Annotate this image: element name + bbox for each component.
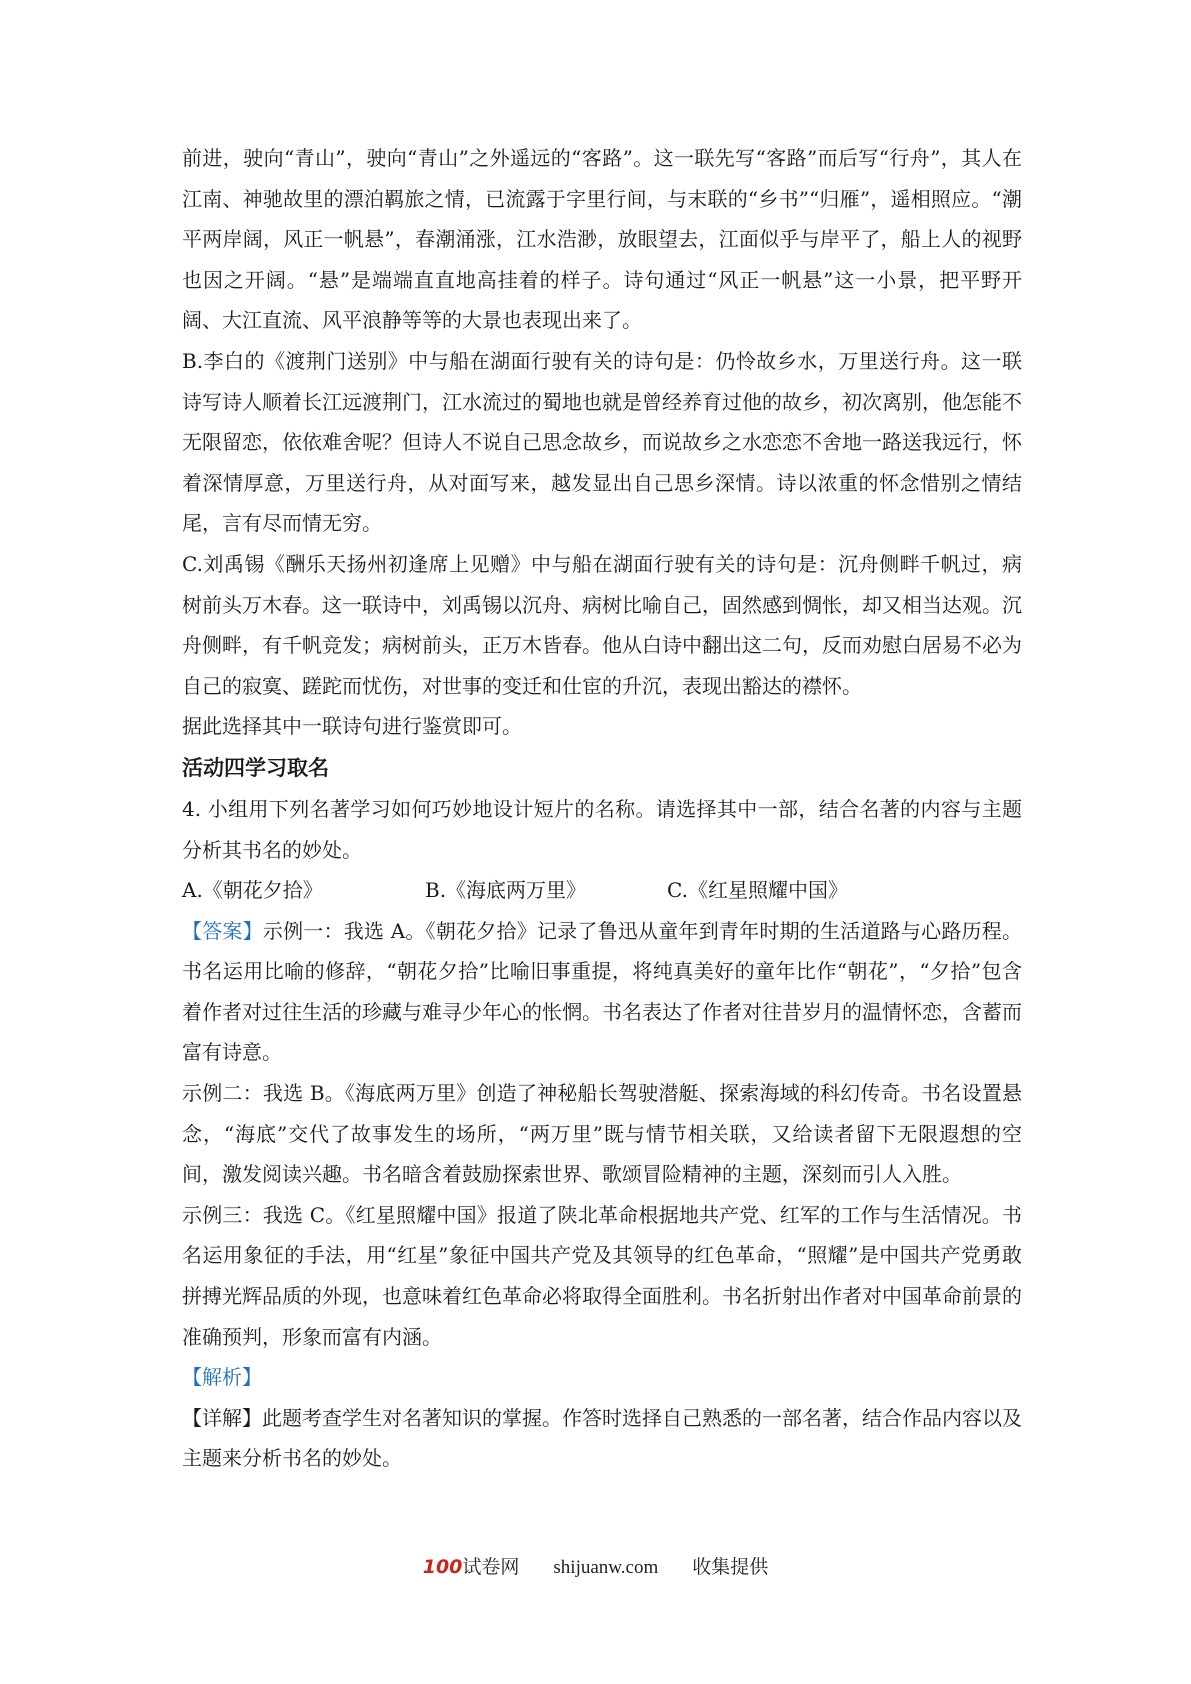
option-a: A.《朝花夕拾》 <box>182 878 323 903</box>
site-logo-text: 试卷网 <box>462 1556 520 1578</box>
section-heading: 活动四学习取名 <box>182 755 329 780</box>
answer-example-3: 示例三：我选 C。《红星照耀中国》报道了陕北革命根据地共产党、红军的工作与生活情况。书名运用象征的手法，用“红星”象征中国共产党及其领导的红色革命，“照耀”是中国共产党勇敢拼搏光辉品质的外现，也意味着红色革命必将取得全面胜利。书名折射出作者对中国革命前景的准确预判，形象而富有内涵。 <box>182 1202 1022 1349</box>
answer-example-2: 示例二：我选 B。《海底两万里》创造了神秘船长驾驶潜艇、探索海域的科幻传奇。书名设置悬念，“海底”交代了故事发生的场所，“两万里”既与情节相关联，又给读者留下无限遐想的空间，激发阅读兴趣。书名暗含着鼓励探索世界、歌颂冒险精神的主题，深刻而引人入胜。 <box>182 1081 1022 1187</box>
site-url: shijuanw.com <box>553 1557 659 1578</box>
paragraph: B.李白的《渡荆门送别》中与船在湖面行驶有关的诗句是：仍怜故乡水，万里送行舟。这一联诗写诗人顺着长江远渡荆门，江水流过的蜀地也就是曾经养育过他的故乡，初次离别，他怎能不无限留恋，依依难舍呢？但诗人不说自己思念故乡，而说故乡之水恋恋不舍地一路送我远行，怀着深情厚意，万里送行舟，从对面写来，越发显出自己思乡深情。诗以浓重的怀念惜别之情结尾，言有尽而情无穷。 <box>182 348 1022 536</box>
footer-credit: 收集提供 <box>692 1556 769 1578</box>
answer-example-1: 示例一：我选 A。《朝花夕拾》记录了鲁迅从童年到青年时期的生活道路与心路历程。书名运用比喻的修辞，“朝花夕拾”比喻旧事重提，将纯真美好的童年比作“朝花”，“夕拾”包含着作者对过往生活的珍藏与难寻少年心的怅惘。书名表达了作者对往昔岁月的温情怀恋，含蓄而富有诗意。 <box>182 918 1022 1065</box>
paragraph: 据此选择其中一联诗句进行鉴赏即可。 <box>182 714 522 739</box>
site-logo: 100 <box>422 1556 463 1578</box>
answer-tag: 【答案】 <box>182 918 263 943</box>
question-text: 4. 小组用下列名著学习如何巧妙地设计短片的名称。请选择其中一部，结合名著的内容与主题分析其书名的妙处。 <box>182 796 1022 862</box>
document-body <box>182 138 1022 1479</box>
paragraph: 前进，驶向“青山”，驶向“青山”之外遥远的“客路”。这一联先写“客路”而后写“行舟”，其人在江南、神驰故里的漂泊羁旅之情，已流露于字里行间，与末联的“乡书”“归雁”，遥相照应。“潮平两岸阔，风正一帆悬”，春潮涌涨，江水浩渺，放眼望去，江面似乎与岸平了，船上人的视野也因之开阔。“悬”是端端直直地高挂着的样子。诗句通过“风正一帆悬”这一小景，把平野开阔、大江直流、风平浪静等等的大景也表现出来了。 <box>182 146 1022 333</box>
answer-options <box>182 870 1022 911</box>
detail-paragraph: 【详解】此题考查学生对名著知识的掌握。作答时选择自己熟悉的一部名著，结合作品内容以及主题来分析书名的妙处。 <box>182 1405 1022 1471</box>
page-footer <box>0 1552 1191 1579</box>
paragraph: C.刘禹锡《酬乐天扬州初逢席上见赠》中与船在湖面行驶有关的诗句是：沉舟侧畔千帆过，病树前头万木春。这一联诗中，刘禹锡以沉舟、病树比喻自己，固然感到惆怅，却又相当达观。沉舟侧畔，有千帆竞发；病树前头，正万木皆春。他从白诗中翻出这二句，反而劝慰白居易不必为自己的寂寞、蹉跎而忧伤，对世事的变迁和仕宦的升沉，表现出豁达的襟怀。 <box>182 551 1022 698</box>
answer-paragraph <box>182 911 1022 1073</box>
analysis-tag: 【解析】 <box>182 1365 262 1390</box>
option-c: C.《红星照耀中国》 <box>667 878 848 903</box>
option-b: B.《海底两万里》 <box>425 878 587 903</box>
